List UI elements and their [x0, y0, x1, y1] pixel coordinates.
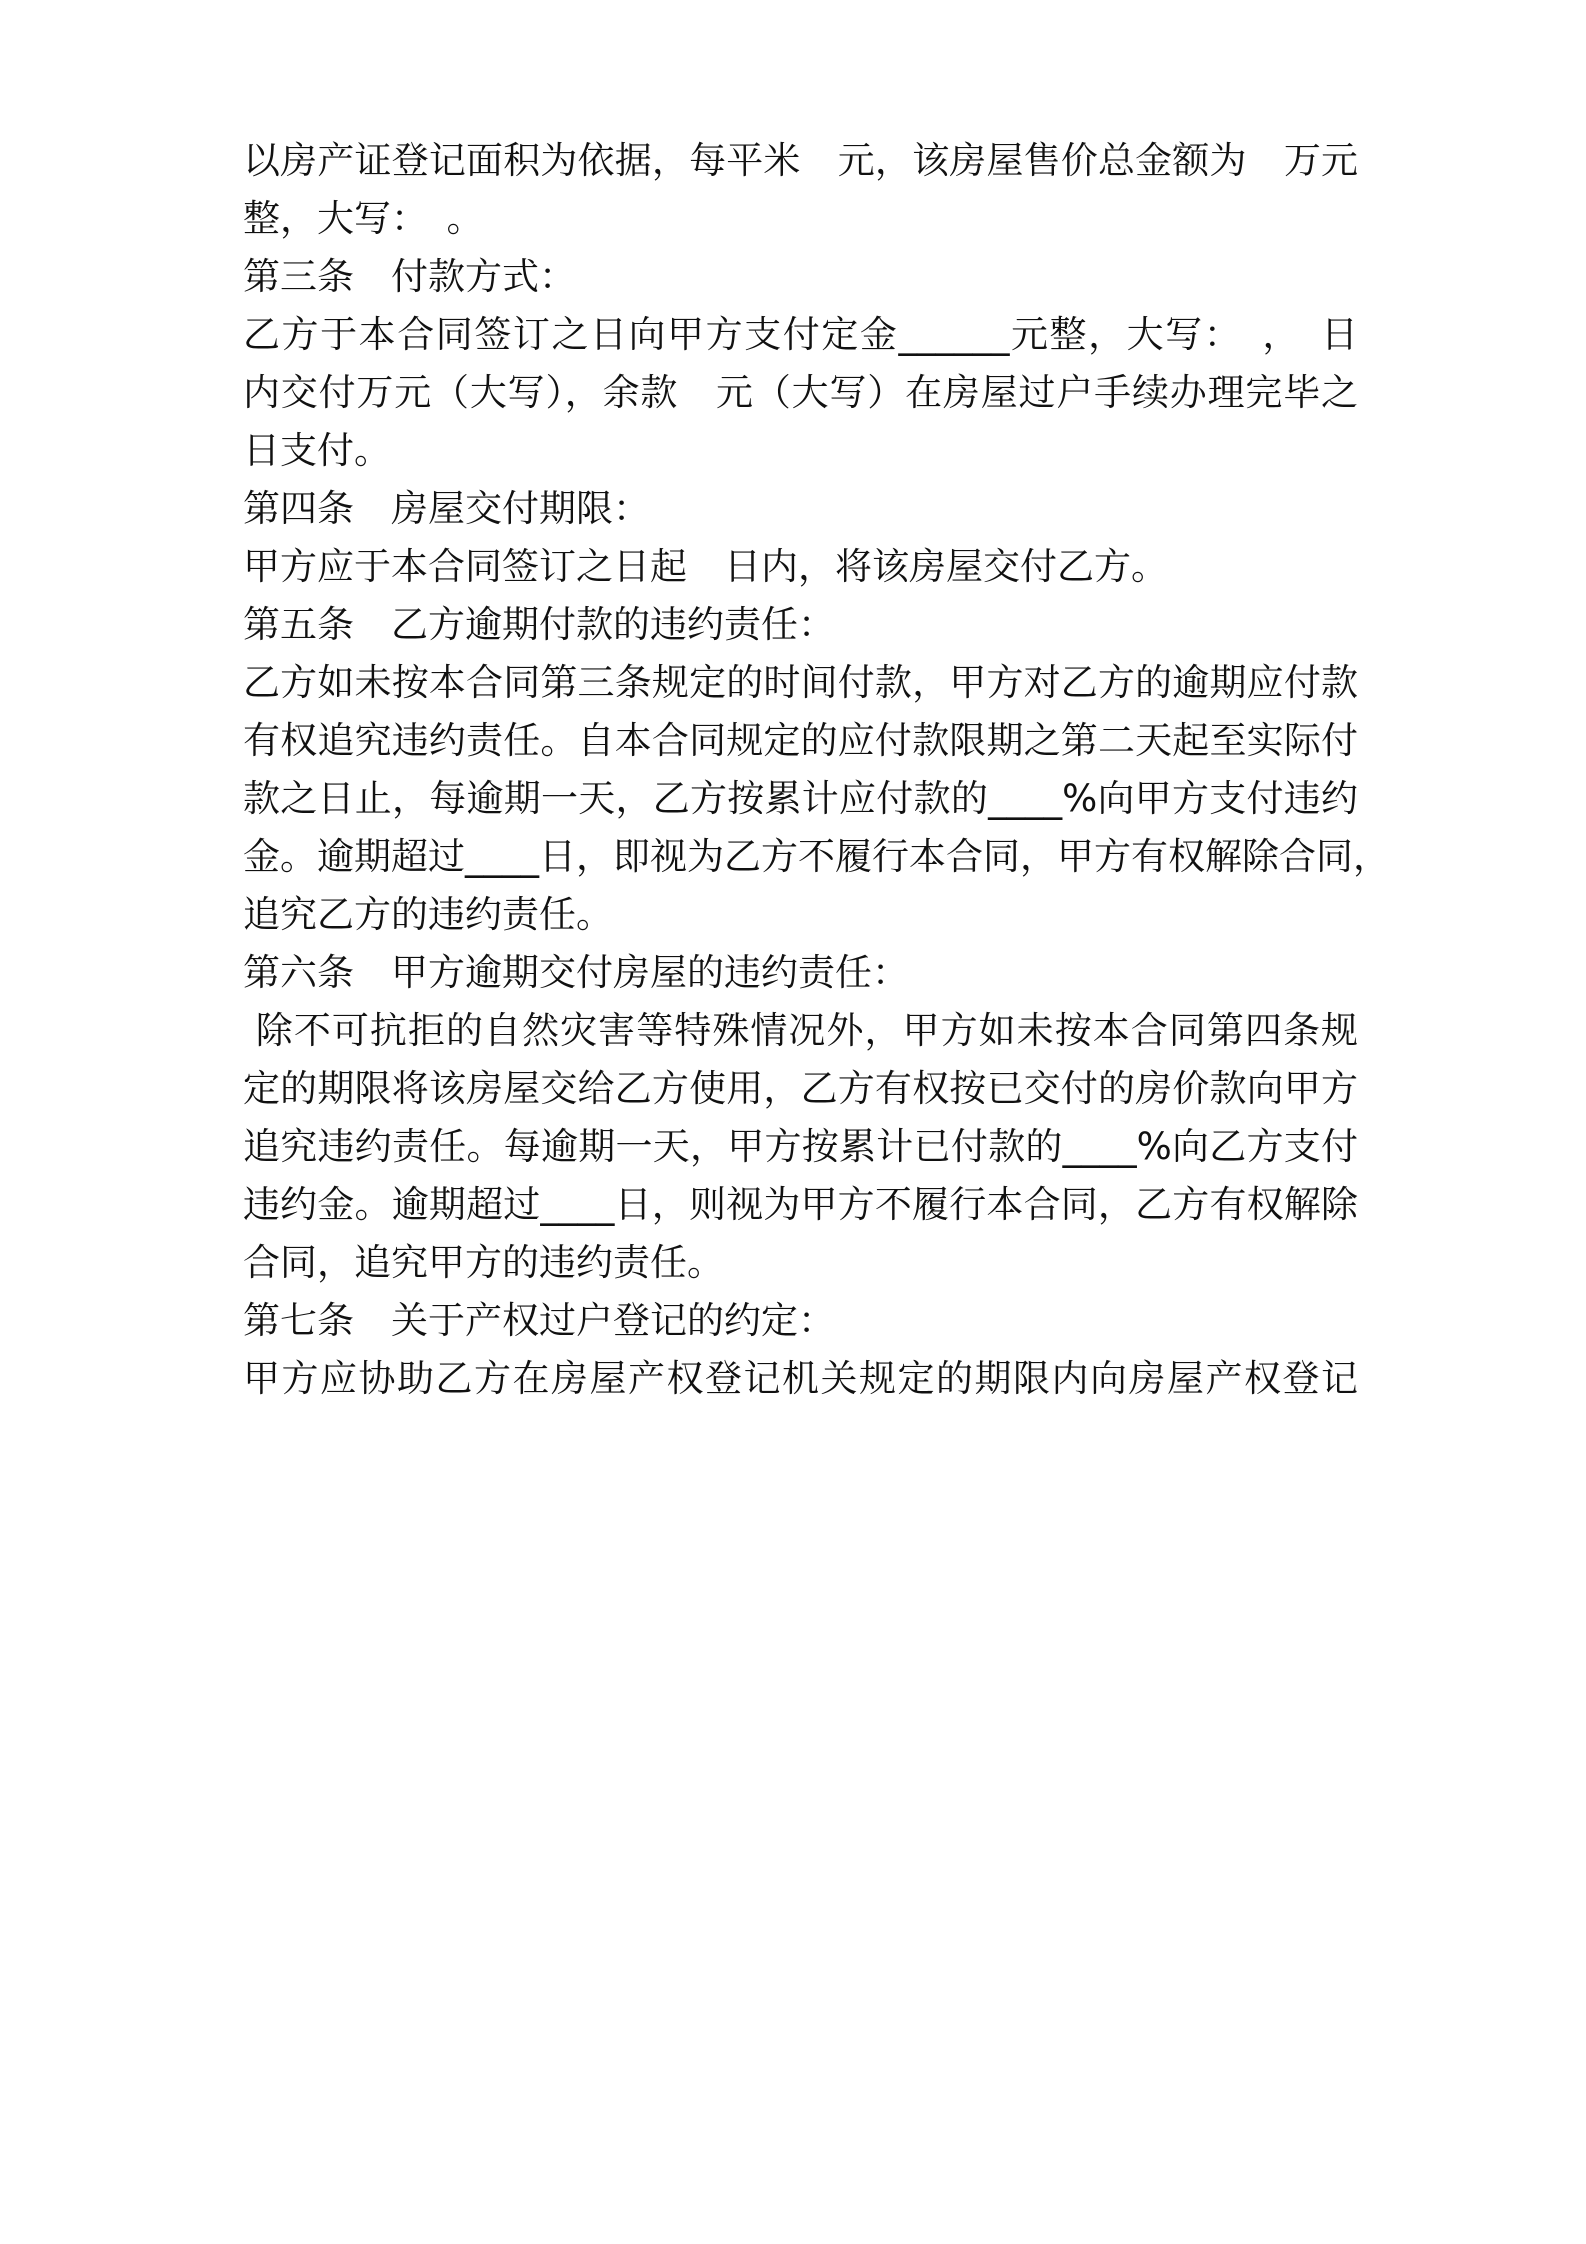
article-five-line-2: 有权追究违约责任。自本合同规定的应付款限期之第二天起至实际付 — [243, 719, 1358, 762]
article-seven-line-1: 甲方应协助乙方在房屋产权登记机关规定的期限内向房屋产权登记 — [243, 1357, 1358, 1400]
article-seven-heading: 第七条 关于产权过户登记的约定： — [243, 1299, 835, 1342]
article-three-line-3: 日支付。 — [243, 429, 391, 472]
article-three-line-1: 乙方于本合同签订之日向甲方支付定金______元整，大写： ， 日 — [243, 313, 1358, 356]
article-six-line-2: 定的期限将该房屋交给乙方使用，乙方有权按已交付的房价款向甲方 — [243, 1067, 1358, 1110]
article-three-line-2: 内交付万元（大写），余款 元（大写）在房屋过户手续办理完毕之 — [243, 371, 1358, 414]
article-six-line-5: 合同，追究甲方的违约责任。 — [243, 1241, 724, 1284]
article-six-line-1: 除不可抗拒的自然灾害等特殊情况外，甲方如未按本合同第四条规 — [243, 1009, 1358, 1052]
article-five-line-5: 追究乙方的违约责任。 — [243, 893, 613, 936]
article-six-heading: 第六条 甲方逾期交付房屋的违约责任： — [243, 951, 909, 994]
article-six-line-4: 违约金。逾期超过____日，则视为甲方不履行本合同，乙方有权解除 — [243, 1183, 1358, 1226]
paragraph-line-1: 以房产证登记面积为依据，每平米 元，该房屋售价总金额为 万元 — [243, 139, 1358, 182]
article-four-line-1: 甲方应于本合同签订之日起 日内，将该房屋交付乙方。 — [243, 545, 1168, 588]
article-five-heading: 第五条 乙方逾期付款的违约责任： — [243, 603, 835, 646]
article-five-line-4: 金。逾期超过____日，即视为乙方不履行本合同，甲方有权解除合同， — [243, 835, 1390, 878]
article-three-heading: 第三条 付款方式： — [243, 255, 576, 298]
article-four-heading: 第四条 房屋交付期限： — [243, 487, 650, 530]
paragraph-line-2: 整，大写： 。 — [243, 197, 484, 240]
article-five-line-1: 乙方如未按本合同第三条规定的时间付款，甲方对乙方的逾期应付款 — [243, 661, 1358, 704]
article-five-line-3: 款之日止，每逾期一天，乙方按累计应付款的____%向甲方支付违约 — [243, 777, 1358, 820]
article-six-line-3: 追究违约责任。每逾期一天，甲方按累计已付款的____%向乙方支付 — [243, 1125, 1358, 1168]
